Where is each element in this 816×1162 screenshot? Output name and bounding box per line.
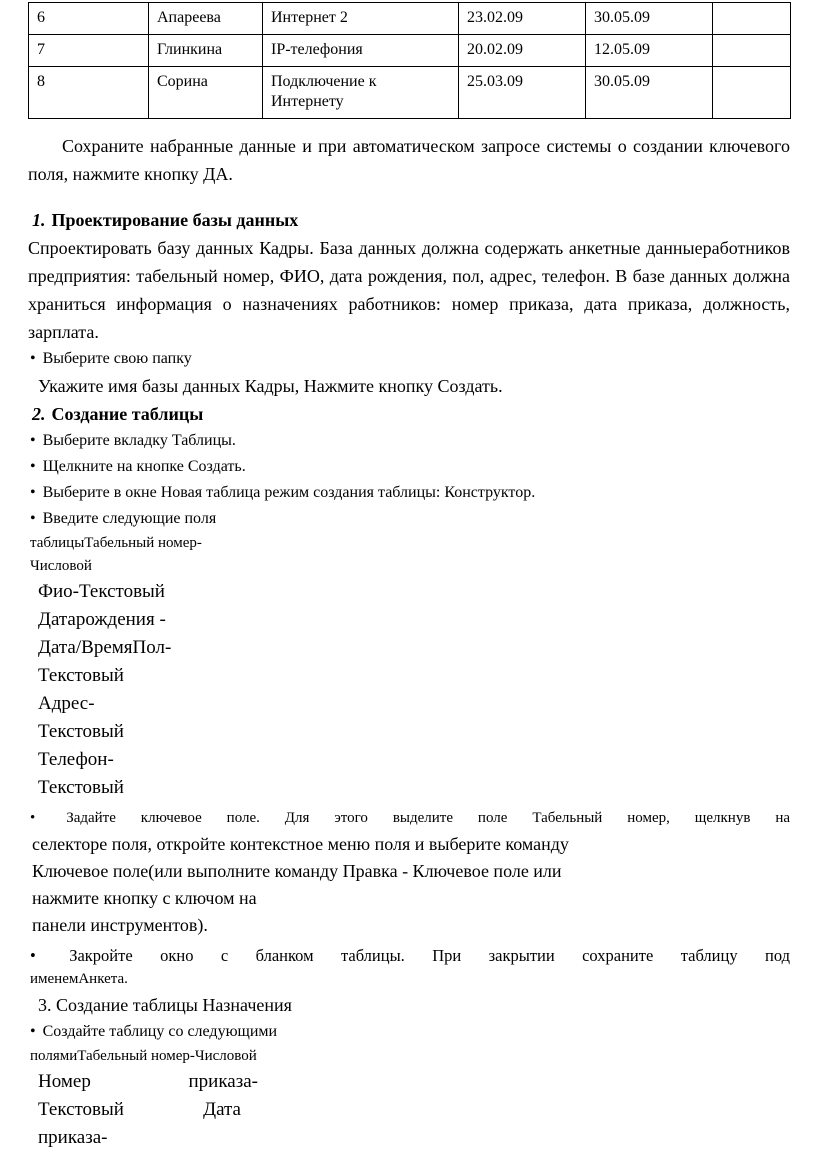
bullet-new-table-mode	[28, 480, 790, 506]
table-row	[29, 35, 791, 67]
key-field-line2: селекторе поля, откройте контекстное меню поля и выберите команду	[32, 834, 569, 854]
bullet-text: Выберите в окне Новая таблица режим создания таблицы: Конструктор.	[42, 484, 536, 501]
section2-number: 2.	[32, 404, 46, 424]
data-table	[28, 2, 791, 119]
bullet-tables-tab	[28, 428, 790, 454]
cell-date-start: 25.03.09	[459, 67, 586, 119]
bullet-text: Задайте ключевое поле. Для этого выделите поле Табельный номер, щелкнув на	[66, 810, 791, 826]
cell-date-start: 23.02.09	[459, 3, 586, 35]
cell-service: Подключение к Интернету	[263, 67, 459, 119]
bullet-text: Создайте таблицу со следующими	[42, 1023, 278, 1040]
spread-line-tekstovy-data	[38, 1096, 241, 1124]
key-field-line4: нажмите кнопку с ключом на	[32, 888, 257, 908]
close-table-line2: именемАнкета.	[30, 971, 128, 987]
document-page	[0, 2, 816, 1162]
bullet-text: Выберите свою папку	[42, 350, 192, 367]
bullet-choose-folder	[28, 346, 790, 372]
line-specify-name: Укажите имя базы данных Кадры, Нажмите кнопку Создать.	[38, 376, 503, 396]
field-line: Дата/ВремяПол-	[38, 637, 172, 658]
spread-right: приказа-	[188, 1071, 258, 1092]
section1-title: Проектирование базы данных	[51, 210, 299, 230]
bullet-icon: •	[30, 946, 36, 965]
cell-empty	[713, 35, 791, 67]
field-line: Адрес-	[38, 693, 95, 714]
cell-row-number: 7	[29, 35, 149, 67]
line-chislovoy: Числовой	[30, 558, 92, 574]
spread-line-nomer-prikaza	[38, 1068, 258, 1096]
section2-heading	[28, 400, 790, 428]
bullet-text: Щелкните на кнопке Создать.	[42, 458, 246, 475]
bullet-close-table-line1	[28, 943, 790, 968]
table-row	[29, 3, 791, 35]
cell-service: IP-телефония	[263, 35, 459, 67]
bullet-icon: •	[30, 350, 36, 367]
cell-empty	[713, 3, 791, 35]
cell-empty	[713, 67, 791, 119]
bullet-create-table	[28, 1019, 790, 1045]
field-line: Текстовый	[38, 665, 124, 686]
spread-line-prikaza	[38, 1124, 258, 1152]
field-line: Телефон-	[38, 749, 114, 770]
cell-name: Апареева	[149, 3, 263, 35]
bullet-key-field-line1	[28, 806, 790, 831]
section1-number: 1.	[32, 210, 46, 230]
bullet-icon: •	[30, 432, 36, 449]
cell-row-number: 6	[29, 3, 149, 35]
cell-date-end: 30.05.09	[586, 67, 713, 119]
bullet-icon: •	[30, 484, 36, 501]
bullet-text: Введите следующие поля	[42, 510, 217, 527]
spread-right: Дата	[203, 1099, 241, 1120]
cell-date-end: 12.05.09	[586, 35, 713, 67]
bullet-text: Выберите вкладку Таблицы.	[42, 432, 236, 449]
key-field-line3: Ключевое поле(или выполните команду Правка - Ключевое поле или	[32, 861, 562, 881]
field-line: Текстовый	[38, 777, 124, 798]
section2-title: Создание таблицы	[51, 404, 204, 424]
cell-row-number: 8	[29, 67, 149, 119]
spread-left: приказа-	[38, 1127, 108, 1148]
section1-heading	[28, 206, 790, 234]
paragraph-design-task: Спроектировать базу данных Кадры. База данных должна содержать анкетные данныеработников предприятия: табельный номер, ФИО, дата рождения, пол, адрес, телефон. В базе данных должна храниться информация о назначениях работников: номер приказа, дата приказа, должность, зарплата.	[28, 238, 790, 342]
field-line: Датарождения -	[38, 609, 166, 630]
bullet-icon: •	[30, 810, 36, 826]
bullet-enter-fields	[28, 506, 790, 532]
line-polyami: полямиТабельный номер-Числовой	[30, 1048, 257, 1064]
table-row	[29, 67, 791, 119]
line-tabelny-nomer: таблицыТабельный номер-	[30, 535, 202, 551]
section3-title: 3. Создание таблицы Назначения	[38, 995, 292, 1015]
spread-left: Номер	[38, 1071, 91, 1092]
bullet-icon: •	[30, 510, 36, 527]
field-line: Фио-Текстовый	[38, 581, 165, 602]
key-field-line5: панели инструментов).	[32, 915, 208, 935]
field-line: Текстовый	[38, 721, 124, 742]
bullet-text: Закройте окно с бланком таблицы. При закрытии сохраните таблицу под	[69, 946, 790, 965]
paragraph-save-data: Сохраните набранные данные и при автоматическом запросе системы о создании ключевого поля, нажмите кнопку ДА.	[28, 136, 790, 184]
bullet-icon: •	[30, 1023, 36, 1040]
cell-date-end: 30.05.09	[586, 3, 713, 35]
field-list	[28, 578, 790, 802]
spread-left: Текстовый	[38, 1099, 124, 1120]
cell-name: Сорина	[149, 67, 263, 119]
cell-date-start: 20.02.09	[459, 35, 586, 67]
cell-service: Интернет 2	[263, 3, 459, 35]
bullet-click-create	[28, 454, 790, 480]
bullet-icon: •	[30, 458, 36, 475]
cell-name: Глинкина	[149, 35, 263, 67]
